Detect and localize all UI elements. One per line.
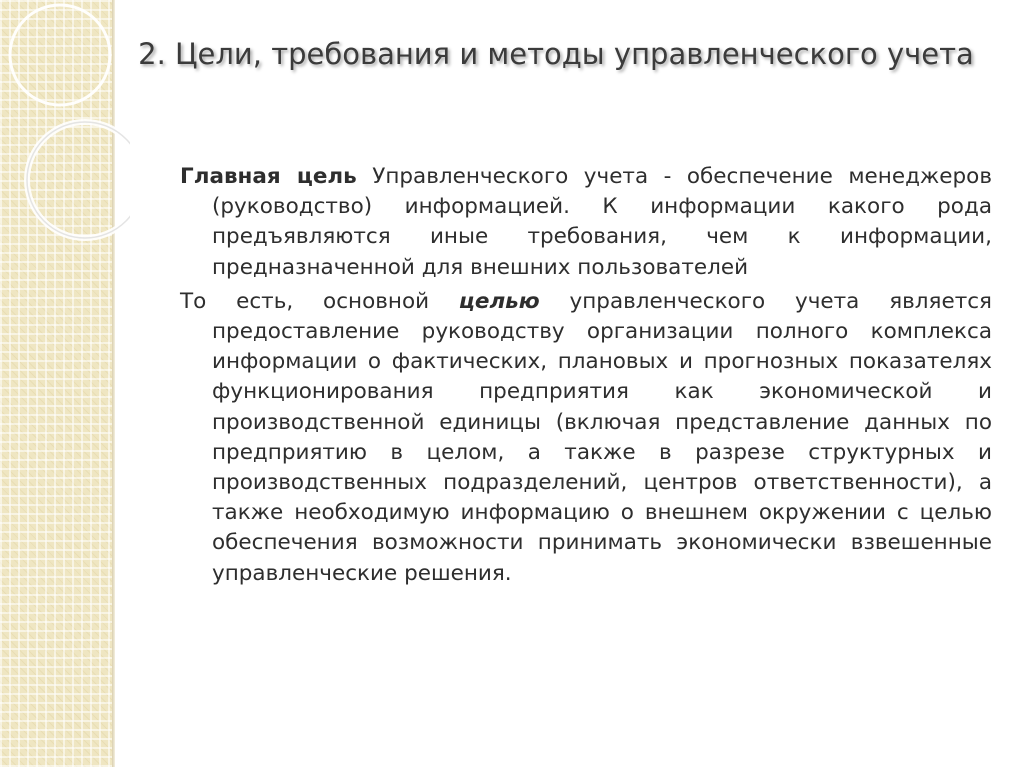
slide-body xyxy=(180,162,992,593)
slide-title: 2. Цели, требования и методы управленческого учета xyxy=(138,37,974,71)
decorative-rings xyxy=(0,0,130,260)
paragraph-purpose xyxy=(180,287,992,589)
paragraph-main-goal xyxy=(180,162,992,283)
purpose-pre: То есть, основной xyxy=(180,288,459,314)
ring-top xyxy=(10,5,110,105)
ring-bottom xyxy=(27,122,130,238)
purpose-text: управленческого учета является предоставление руководству организации полного комплекса информации о фактических, плановых и прогнозных показателях функционирования предприятия как экономической и производственной единицы (включая представление данных по предприятию в целом, а также в разрезе структурных и производственных подразделений, центров ответственности), а также необходимую информацию о внешнем окружении с целью обеспечения возможности принимать экономически взвешенные управленческие решения. xyxy=(212,288,992,586)
purpose-emphasis: целью xyxy=(458,288,540,314)
main-goal-text: Управленческого учета - обеспечение менеджеров (руководство) информацией. К информации какого рода предъявляются иные требования, чем к информации, предназначенной для внешних пользователей xyxy=(212,164,992,280)
main-goal-lead: Главная цель xyxy=(180,164,357,189)
